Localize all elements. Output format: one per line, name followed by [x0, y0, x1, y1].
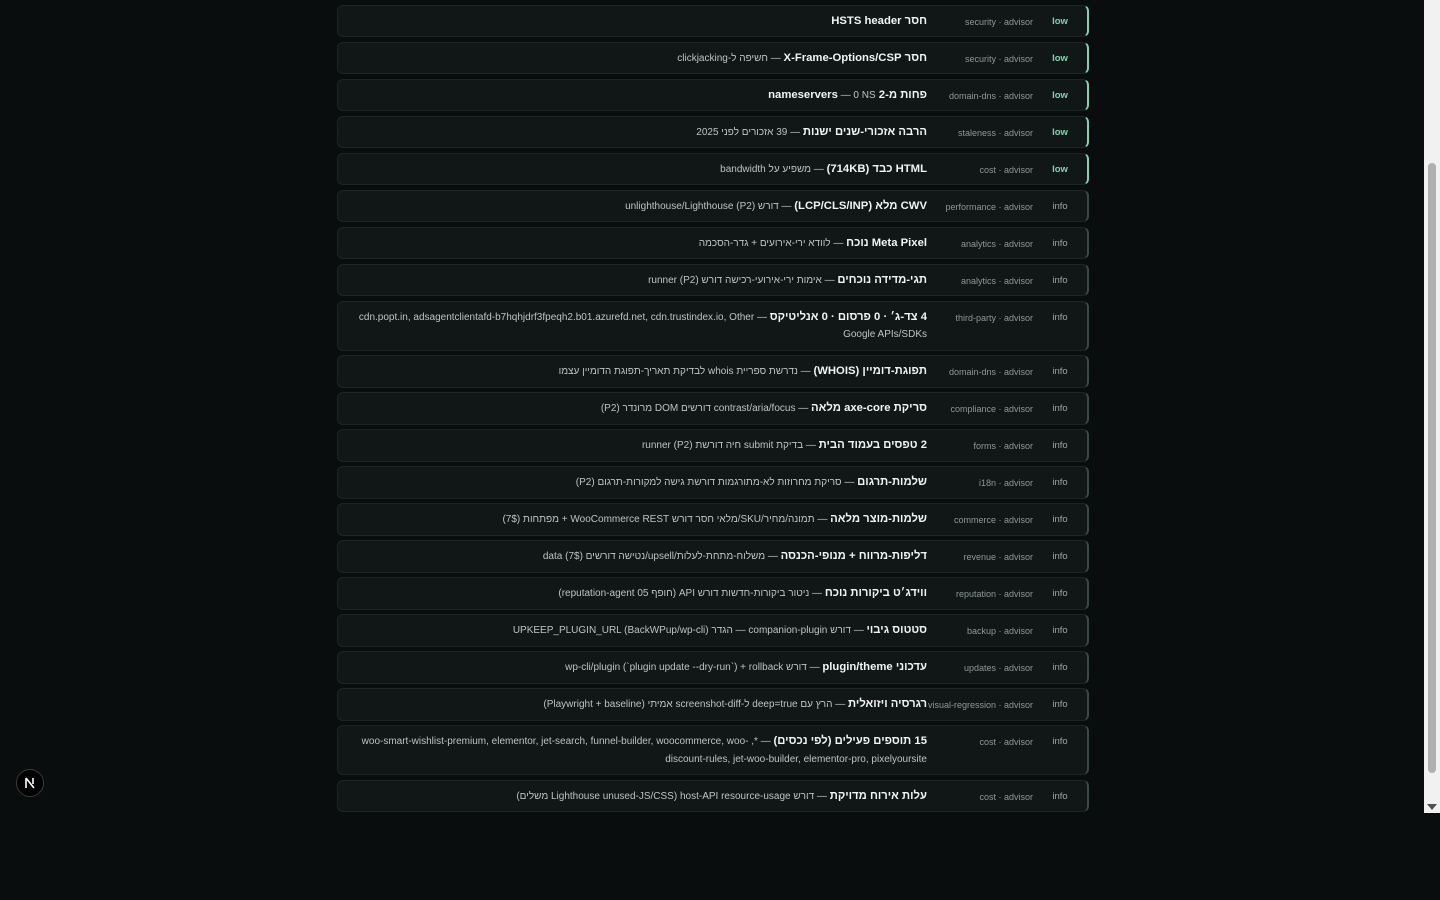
findings-list [337, 0, 1089, 813]
severity-badge: info [1052, 699, 1068, 710]
finding-meta: visual-regression · advisor [927, 700, 1033, 710]
finding-detail: — דורש companion-plugin — הגדר UPKEEP_PLUGIN_URL (BackWPup/wp-cli) [512, 625, 867, 636]
finding-row[interactable] [337, 42, 1089, 75]
finding-meta: cost · advisor [979, 164, 1033, 175]
severity-badge: low [1052, 163, 1068, 175]
finding-title: תפוגת-דומיין (WHOIS) [813, 365, 927, 377]
finding-text [338, 265, 927, 296]
finding-title: 4 צד-ג׳ · 0 פרסום · 0 אנליטיקס [769, 310, 927, 323]
finding-title: תגי-מדידה נוכחים [837, 273, 927, 286]
finding-detail: — סריקת מחרוזות לא-מתורגמות דורשת גישה למקורות-תרגום (P2) [575, 477, 858, 488]
finding-text [338, 726, 927, 774]
page-footer-space [0, 813, 1440, 900]
finding-meta: security · advisor [964, 53, 1033, 64]
finding-title: דליפות-מרווח + מנופי-הכנסה [780, 550, 927, 562]
finding-title: סטטוס גיבוי [866, 624, 927, 636]
finding-row[interactable] [337, 301, 1089, 351]
finding-title: 2 טפסים בעמוד הבית [818, 439, 927, 451]
finding-text [338, 467, 927, 498]
finding-text [338, 615, 927, 646]
finding-detail: — *, woo-smart-wishlist-premium, elementor, jet-search, funnel-builder, woocommerce, woo-discount-rules, jet-woo-builder, elementor-pro, pixelyoursite [361, 736, 927, 765]
finding-text [338, 228, 927, 259]
severity-badge: info [1052, 514, 1068, 525]
finding-title: Meta Pixel נוכח [846, 236, 927, 249]
finding-meta: domain-dns · advisor [948, 90, 1033, 101]
finding-text [338, 781, 927, 812]
finding-detail: — חשיפה ל-clickjacking [677, 52, 784, 64]
severity-badge: low [1052, 52, 1068, 64]
finding-title: עדכוני plugin/theme [822, 661, 927, 673]
finding-row[interactable] [337, 780, 1089, 813]
finding-row[interactable] [337, 503, 1089, 536]
severity-badge: info [1052, 311, 1068, 323]
finding-title: HTML כבד (714KB) [826, 162, 927, 175]
finding-detail: — ניטור ביקורות-חדשות דורש API (חופף 05 reputation-agent) [558, 588, 825, 599]
severity-badge: info [1052, 551, 1068, 562]
finding-meta: performance · advisor [945, 201, 1033, 212]
finding-detail: — משלוח-מתחת-לעלות/upsell/נטישה דורשים data (7$) [542, 551, 781, 562]
finding-row[interactable] [337, 429, 1089, 462]
finding-text [338, 430, 927, 461]
finding-text [338, 652, 927, 683]
finding-detail: — דורש host-API resource-usage (Lighthouse unused-JS/CSS משלים) [516, 790, 830, 802]
severity-badge: info [1052, 736, 1068, 747]
scrollbar-thumb[interactable] [1428, 163, 1436, 773]
finding-text [338, 43, 927, 74]
finding-meta: domain-dns · advisor [948, 367, 1033, 377]
finding-row[interactable] [337, 688, 1089, 721]
severity-badge: info [1052, 403, 1068, 414]
finding-meta: i18n · advisor [978, 478, 1033, 488]
finding-row[interactable] [337, 5, 1089, 38]
finding-meta: forms · advisor [973, 441, 1033, 451]
finding-text [338, 504, 927, 535]
finding-title: ווידג׳ט ביקורות נוכח [824, 587, 927, 599]
finding-row[interactable] [337, 466, 1089, 499]
finding-text [338, 80, 927, 111]
finding-detail: — אימות ירי-אירועי-רכישה דורש runner (P2) [648, 274, 838, 286]
severity-badge: info [1052, 662, 1068, 673]
finding-detail: — בדיקת submit חיה דורשת runner (P2) [641, 440, 819, 451]
finding-row[interactable] [337, 190, 1089, 223]
finding-text [338, 356, 927, 387]
finding-text [338, 154, 927, 185]
finding-title: רגרסיה ויזואלית [848, 698, 927, 710]
finding-meta: staleness · advisor [957, 127, 1033, 138]
scroll-down-arrow-icon[interactable] [1427, 804, 1437, 810]
finding-row[interactable] [337, 264, 1089, 297]
severity-badge: low [1052, 89, 1068, 101]
severity-badge: info [1052, 440, 1068, 451]
finding-meta: analytics · advisor [960, 238, 1033, 249]
severity-badge: info [1052, 588, 1068, 599]
finding-meta: cost · advisor [979, 791, 1033, 802]
finding-text [338, 689, 927, 720]
finding-detail: — דורש wp-cli/plugin (`plugin update --dry-run`) + rollback [565, 662, 823, 673]
finding-text [338, 578, 927, 609]
finding-detail: — 39 אזכורים לפני 2025 [696, 126, 803, 138]
severity-badge: info [1052, 625, 1068, 636]
finding-row[interactable] [337, 355, 1089, 388]
finding-detail: — נדרשת ספריית whois לבדיקת תאריך-תפוגת הדומיין עצמו [558, 366, 814, 377]
finding-row[interactable] [337, 577, 1089, 610]
finding-text [338, 541, 927, 572]
finding-title: הרבה אזכורי-שנים ישנות [802, 125, 927, 138]
severity-badge: info [1052, 200, 1068, 212]
severity-badge: info [1052, 274, 1068, 286]
finding-meta: cost · advisor [979, 737, 1033, 747]
finding-detail: — הרץ עם deep=true ל-screenshot-diff אמיתי (Playwright + baseline) [543, 699, 849, 710]
finding-meta: revenue · advisor [963, 552, 1033, 562]
severity-badge: info [1052, 366, 1068, 377]
finding-detail: — cdn.popt.in, adsagentclientafd-b7hqhjdrf3fpeqh2.b01.azurefd.net, cdn.trustindex.io, Other Google APIs/SDKs [358, 311, 927, 340]
finding-row[interactable] [337, 153, 1089, 186]
finding-title: חסר X-Frame-Options/CSP [783, 51, 927, 64]
finding-title: עלות אירוח מדויקת [829, 789, 927, 802]
finding-row[interactable] [337, 116, 1089, 149]
finding-detail: — לוודא ירי-אירועים + גדר-הסכמה [698, 237, 847, 249]
finding-row[interactable] [337, 227, 1089, 260]
finding-row[interactable] [337, 725, 1089, 775]
finding-title: פחות מ-2 nameservers [768, 88, 927, 101]
finding-row[interactable] [337, 614, 1089, 647]
severity-badge: info [1052, 790, 1068, 802]
finding-text [338, 302, 927, 350]
finding-meta: analytics · advisor [960, 275, 1033, 286]
finding-title: CWV מלא (LCP/CLS/INP) [794, 199, 927, 212]
finding-title: סריקת axe-core מלאה [811, 402, 927, 414]
finding-row[interactable] [337, 79, 1089, 112]
severity-badge: low [1052, 126, 1068, 138]
finding-meta: third-party · advisor [955, 312, 1033, 323]
finding-meta: updates · advisor [963, 663, 1033, 673]
vertical-scrollbar[interactable] [1424, 0, 1440, 813]
finding-row[interactable] [337, 651, 1089, 684]
finding-detail: — משפיע על bandwidth [720, 163, 827, 175]
finding-row[interactable] [337, 540, 1089, 573]
finding-meta: backup · advisor [966, 626, 1033, 636]
severity-badge: info [1052, 477, 1068, 488]
finding-row[interactable] [337, 392, 1089, 425]
finding-detail: — 0 NS [837, 89, 876, 101]
finding-title: חסר HSTS header [831, 14, 927, 27]
finding-meta: compliance · advisor [950, 404, 1033, 414]
severity-badge: info [1052, 237, 1068, 249]
next-logo-icon[interactable] [16, 769, 44, 797]
finding-text [338, 191, 927, 222]
finding-meta: reputation · advisor [955, 589, 1033, 599]
finding-text [338, 393, 927, 424]
finding-text [338, 6, 927, 37]
finding-text [338, 117, 927, 148]
finding-detail: — contrast/aria/focus דורשים DOM מרונדר (P2) [600, 403, 812, 414]
finding-meta: commerce · advisor [953, 515, 1033, 525]
finding-title: 15 תוספים פעילים (לפי נכסים) [773, 735, 927, 747]
severity-badge: low [1052, 15, 1068, 27]
finding-detail: — תמונה/מחיר/SKU/מלאי חסר דורש WooCommerce REST + מפתחות (7$) [502, 514, 831, 525]
finding-title: שלמות-תרגום [857, 476, 927, 488]
finding-meta: security · advisor [964, 16, 1033, 27]
finding-title: שלמות-מוצר מלאה [830, 513, 927, 525]
finding-detail: — דורש unlighthouse/Lighthouse (P2) [625, 200, 795, 212]
